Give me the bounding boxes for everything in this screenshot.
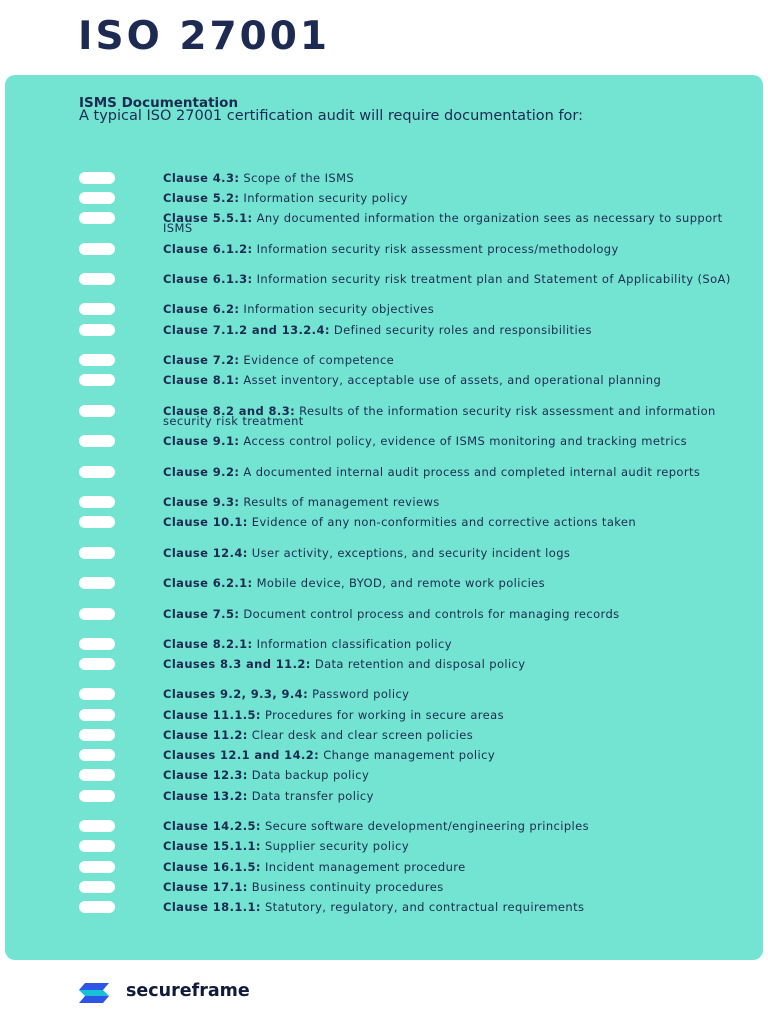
bullet-pill-icon [79,435,115,447]
bullet-pill-icon [79,243,115,255]
clause-ref: Clause 16.1.5: [163,860,261,874]
clause-ref: Clause 5.2: [163,191,240,205]
bullet-pill-icon [79,861,115,873]
clause-ref: Clause 17.1: [163,880,248,894]
clause-ref: Clause 11.2: [163,728,248,742]
panel-heading: ISMS Documentation [79,95,239,111]
clause-text [163,467,743,477]
clause-ref: Clause 8.2.1: [163,637,253,651]
clause-ref: Clause 6.2.1: [163,576,253,590]
clause-ref: Clause 8.2 and 8.3: [163,404,296,418]
clause-description: Results of management reviews [239,495,440,509]
clause-description: Defined security roles and responsibilities [329,323,592,337]
clause-ref: Clause 15.1.1: [163,839,261,853]
clause-ref: Clause 9.1: [163,434,240,448]
clause-text [163,862,743,872]
clause-ref: Clause 12.3: [163,768,248,782]
bullet-pill-icon [79,840,115,852]
clause-text [163,578,743,588]
clause-text [163,659,743,669]
clause-ref: Clause 6.2: [163,302,240,316]
clause-text [163,882,743,892]
bullet-pill-icon [79,820,115,832]
bullet-pill-icon [79,516,115,528]
clause-text [163,304,743,314]
bullet-pill-icon [79,466,115,478]
clause-description: Results of the information security risk assessment and information security risk treatment [163,404,716,428]
clause-ref: Clause 6.1.2: [163,242,253,256]
clause-ref: Clause 12.4: [163,546,248,560]
bullet-pill-icon [79,354,115,366]
clause-description: Data retention and disposal policy [310,657,526,671]
bullet-pill-icon [79,790,115,802]
clause-text [163,821,743,831]
clause-description: Procedures for working in secure areas [260,708,505,722]
clause-text [163,750,743,760]
clause-description: Information security objectives [239,302,435,316]
clause-text [163,730,743,740]
secureframe-logo-icon [79,983,111,1003]
bullet-pill-icon [79,749,115,761]
clause-text [163,710,743,720]
bullet-pill-icon [79,577,115,589]
bullet-pill-icon [79,688,115,700]
clause-text [163,497,743,507]
bullet-pill-icon [79,172,115,184]
clause-description: Scope of the ISMS [239,171,355,185]
clause-description: Access control policy, evidence of ISMS monitoring and tracking metrics [239,434,688,448]
clause-ref: Clause 7.2: [163,353,240,367]
clause-text [163,639,743,649]
clause-ref: Clause 7.5: [163,607,240,621]
clause-ref: Clause 9.2: [163,465,240,479]
clause-ref: Clause 13.2: [163,789,248,803]
bullet-pill-icon [79,496,115,508]
clause-text [163,274,743,284]
bullet-pill-icon [79,547,115,559]
clause-text [163,902,743,912]
clause-description: User activity, exceptions, and security incident logs [247,546,571,560]
clause-description: Evidence of competence [239,353,395,367]
bullet-pill-icon [79,303,115,315]
clause-text [163,193,743,203]
clause-text [163,436,743,446]
clause-ref: Clause 8.1: [163,373,240,387]
clause-ref: Clause 10.1: [163,515,248,529]
bullet-pill-icon [79,638,115,650]
clause-description: Data backup policy [247,768,370,782]
page-title: ISO 27001 [78,14,331,59]
clause-description: Secure software development/engineering principles [260,819,590,833]
clause-text [163,770,743,780]
clause-text [163,173,743,183]
clause-description: Evidence of any non-conformities and corrective actions taken [247,515,637,529]
clause-description: Supplier security policy [260,839,410,853]
clause-description: Information classification policy [252,637,452,651]
clause-description: Document control process and controls for managing records [239,607,620,621]
clause-text [163,406,743,426]
bullet-pill-icon [79,769,115,781]
clause-description: Any documented information the organization sees as necessary to support ISMS [163,211,723,235]
bullet-pill-icon [79,608,115,620]
clause-text [163,517,743,527]
documentation-panel [5,75,763,960]
clause-ref: Clause 4.3: [163,171,240,185]
clause-text [163,213,743,233]
brand-wordmark: secureframe [126,981,250,1001]
bullet-pill-icon [79,324,115,336]
clause-description: Information security risk treatment plan and Statement of Applicability (SoA) [252,272,731,286]
clause-text [163,355,743,365]
panel-intro: A typical ISO 27001 certification audit will require documentation for: [79,108,584,124]
clause-text [163,325,743,335]
clause-ref: Clause 18.1.1: [163,900,261,914]
clause-description: A documented internal audit process and completed internal audit reports [239,465,701,479]
clause-ref: Clause 9.3: [163,495,240,509]
clause-description: Password policy [308,687,410,701]
clause-text [163,244,743,254]
clause-text [163,609,743,619]
bullet-pill-icon [79,709,115,721]
clause-ref: Clauses 12.1 and 14.2: [163,748,320,762]
clause-description: Data transfer policy [247,789,374,803]
clause-description: Change management policy [319,748,496,762]
bullet-pill-icon [79,658,115,670]
bullet-pill-icon [79,374,115,386]
bullet-pill-icon [79,405,115,417]
bullet-pill-icon [79,901,115,913]
clause-text [163,375,743,385]
clause-ref: Clauses 9.2, 9.3, 9.4: [163,687,309,701]
clause-description: Information security policy [239,191,408,205]
clause-ref: Clause 14.2.5: [163,819,261,833]
bullet-pill-icon [79,273,115,285]
clause-text [163,841,743,851]
clause-description: Business continuity procedures [247,880,444,894]
clause-ref: Clause 6.1.3: [163,272,253,286]
clause-ref: Clause 5.5.1: [163,211,253,225]
bullet-pill-icon [79,881,115,893]
clause-description: Incident management procedure [260,860,466,874]
bullet-pill-icon [79,212,115,224]
clause-ref: Clause 7.1.2 and 13.2.4: [163,323,330,337]
clause-text [163,689,743,699]
clause-ref: Clause 11.1.5: [163,708,261,722]
clause-description: Mobile device, BYOD, and remote work policies [252,576,546,590]
bullet-pill-icon [79,729,115,741]
clause-description: Information security risk assessment process/methodology [252,242,619,256]
clause-description: Asset inventory, acceptable use of assets, and operational planning [239,373,662,387]
clause-text [163,791,743,801]
clause-text [163,548,743,558]
clause-ref: Clauses 8.3 and 11.2: [163,657,311,671]
bullet-pill-icon [79,192,115,204]
clause-description: Statutory, regulatory, and contractual requirements [260,900,585,914]
clause-description: Clear desk and clear screen policies [247,728,474,742]
